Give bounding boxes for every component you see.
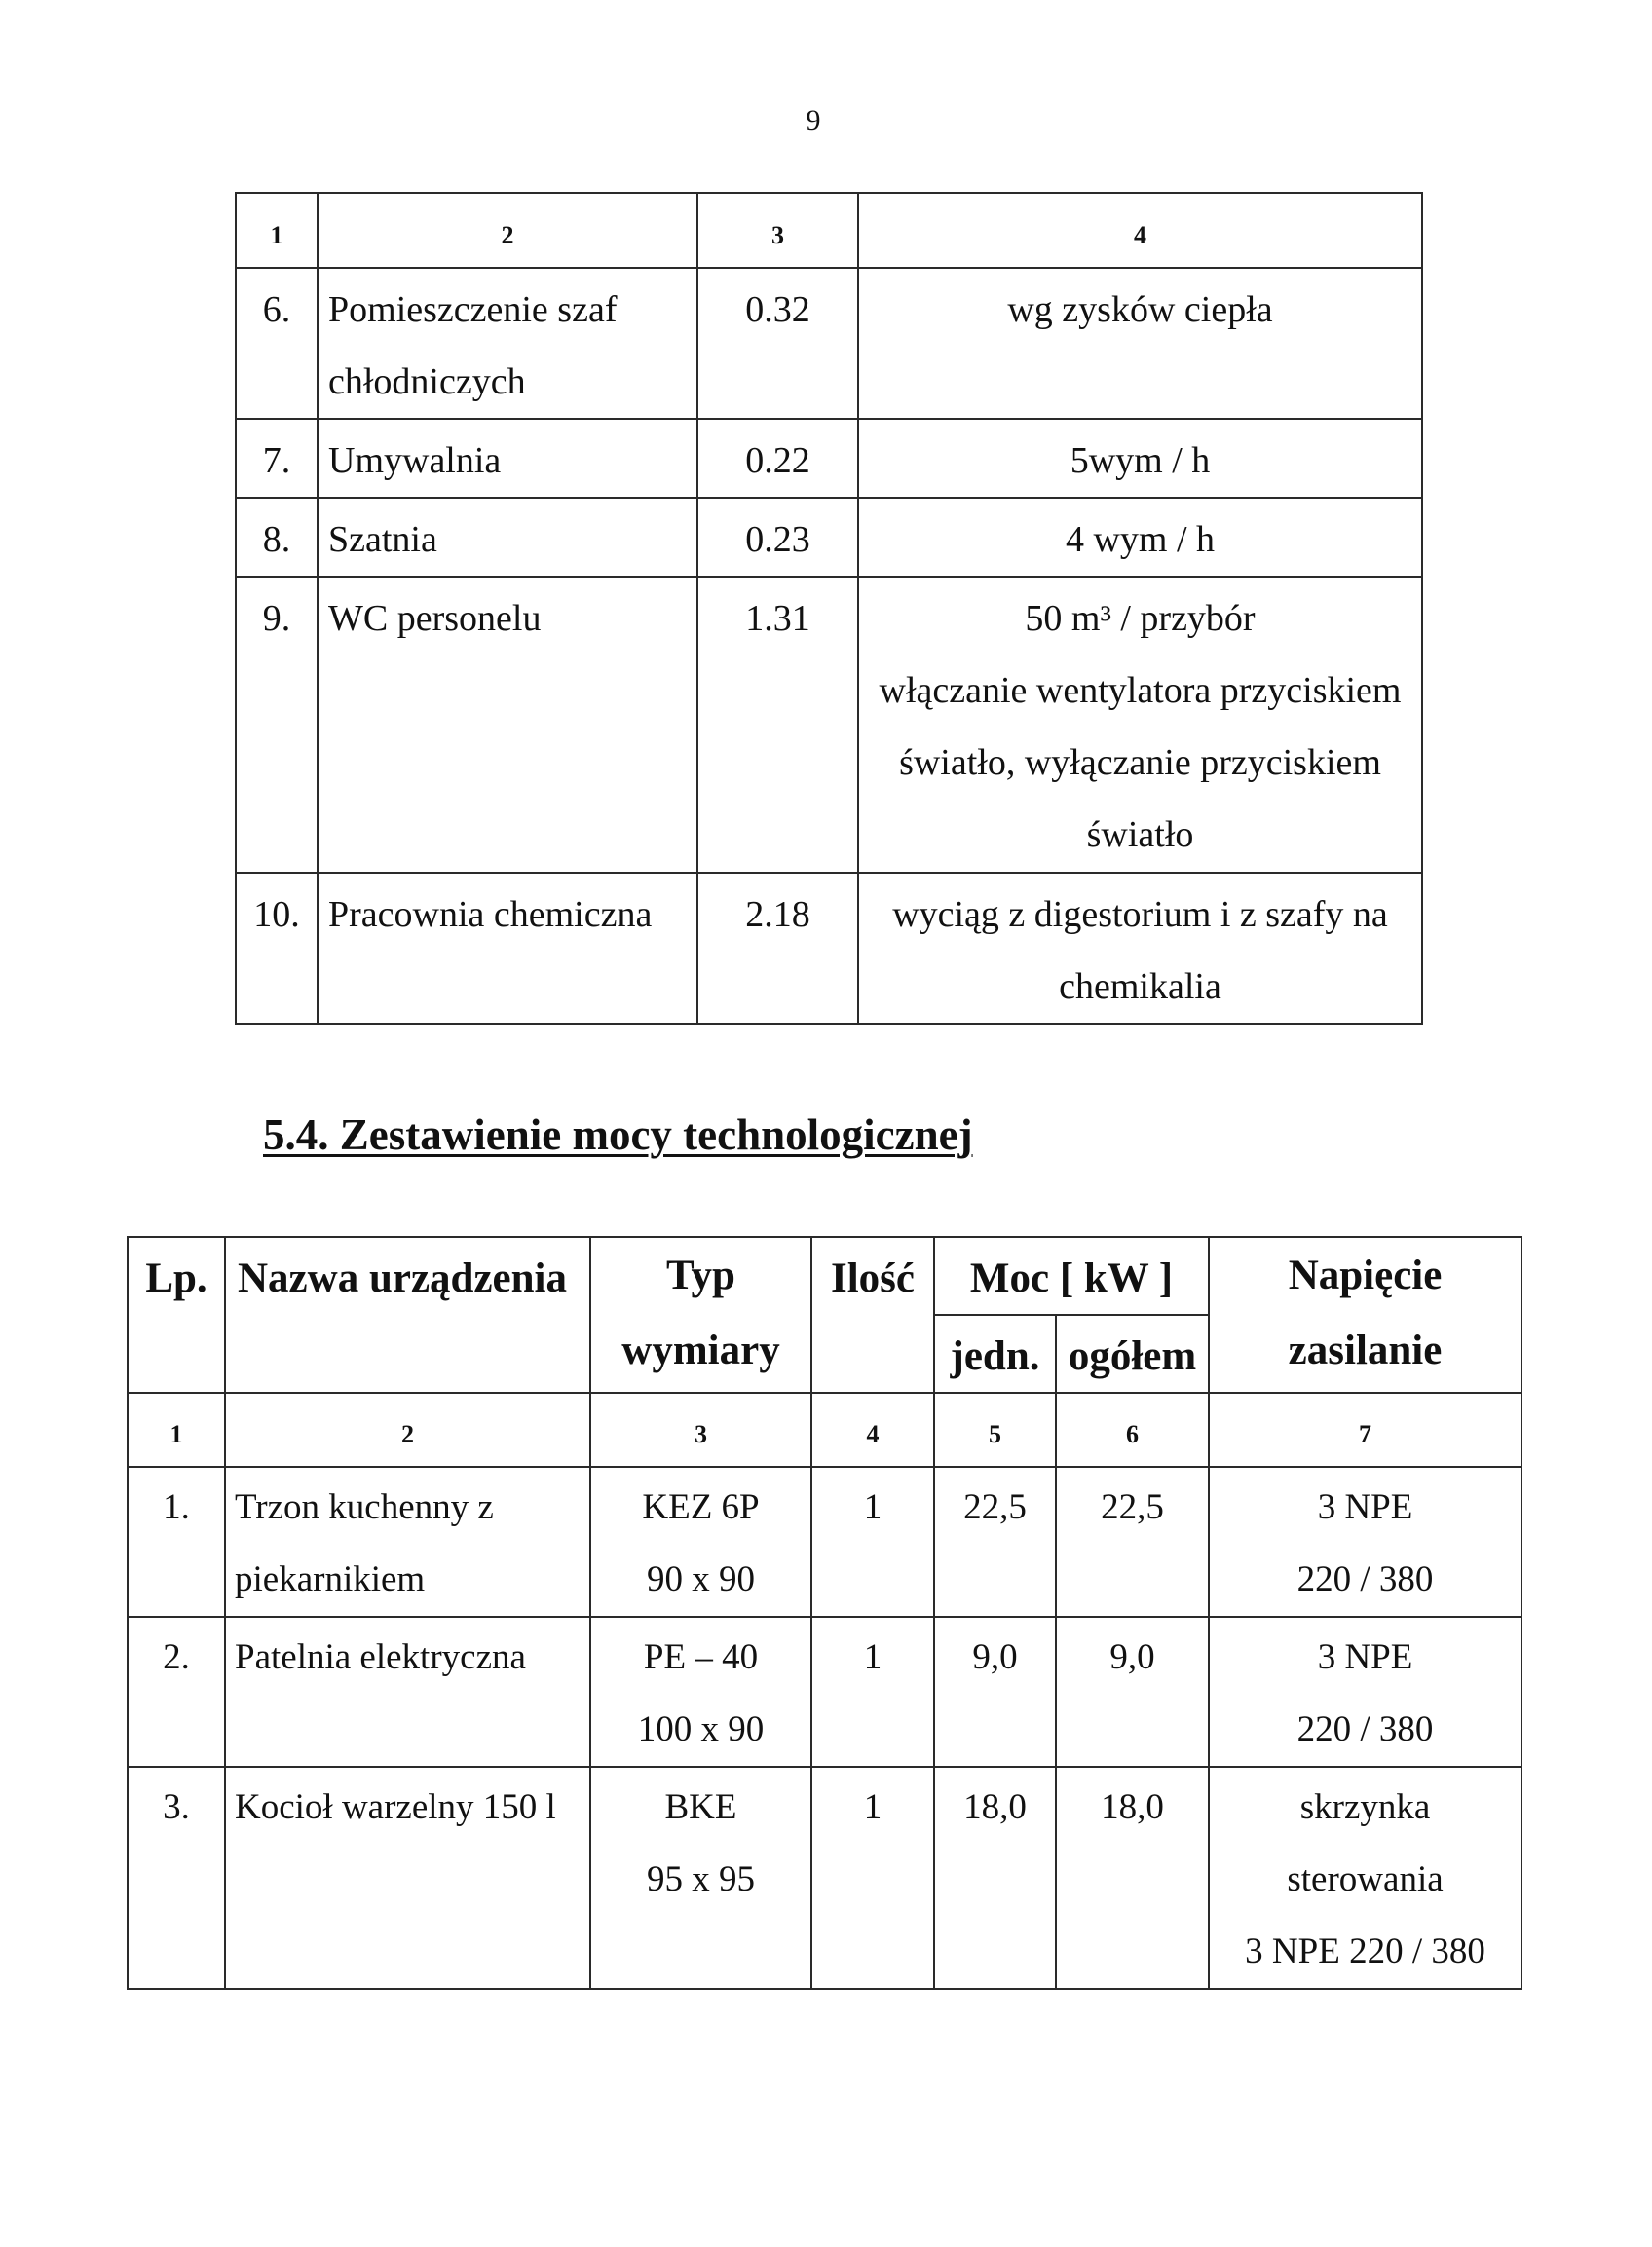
header-voltage (1209, 1237, 1521, 1393)
column-number: 5 (934, 1393, 1056, 1467)
value-cell: 0.32 (697, 268, 858, 419)
voltage-cell (1209, 1767, 1521, 1989)
type-line: PE – 40 (643, 1637, 759, 1677)
device-name-line: Kocioł warzelny 150 l (235, 1787, 556, 1827)
voltage-line: 3 NPE (1317, 1637, 1413, 1677)
note-cell (858, 577, 1422, 873)
column-number-row (128, 1393, 1521, 1467)
technological-power-table (127, 1236, 1522, 1990)
power-total-cell: 22,5 (1056, 1467, 1209, 1617)
device-name-line: Trzon kuchenny z (235, 1487, 494, 1527)
device-name-cell (225, 1767, 590, 1989)
table-row (236, 419, 1422, 498)
table-row (236, 268, 1422, 419)
table-row (236, 577, 1422, 873)
type-cell (590, 1767, 811, 1989)
note-line: 5wym / h (1070, 440, 1211, 481)
room-name-line: Umywalnia (328, 440, 502, 481)
section-heading: 5.4. Zestawienie mocy technologicznej (263, 1110, 973, 1159)
note-cell (858, 498, 1422, 577)
voltage-line: 3 NPE 220 / 380 (1245, 1931, 1485, 1971)
column-number: 7 (1209, 1393, 1521, 1467)
header-power-unit: jedn. (934, 1315, 1056, 1393)
room-name-cell (318, 873, 697, 1024)
column-number-row (236, 193, 1422, 268)
room-name-cell (318, 268, 697, 419)
header-quantity: Ilość (811, 1237, 934, 1393)
table-row (236, 498, 1422, 577)
power-total-cell: 9,0 (1056, 1617, 1209, 1767)
header-type-line: Typ (666, 1253, 735, 1298)
table-row (128, 1467, 1521, 1617)
row-number: 2. (128, 1617, 225, 1767)
quantity-cell: 1 (811, 1467, 934, 1617)
table-row (128, 1617, 1521, 1767)
device-name-cell (225, 1467, 590, 1617)
note-line: wg zysków ciepła (1007, 289, 1273, 330)
row-number: 10. (236, 873, 318, 1024)
voltage-line: 220 / 380 (1296, 1709, 1434, 1749)
power-unit-cell: 22,5 (934, 1467, 1056, 1617)
header-power-total: ogółem (1056, 1315, 1209, 1393)
type-cell (590, 1617, 811, 1767)
type-line: BKE (664, 1787, 737, 1827)
ventilation-table (235, 192, 1423, 1025)
value-cell: 0.22 (697, 419, 858, 498)
note-cell (858, 873, 1422, 1024)
note-line: wyciąg z digestorium i z szafy na (892, 894, 1388, 935)
voltage-line: skrzynka (1299, 1787, 1431, 1827)
value-cell: 0.23 (697, 498, 858, 577)
voltage-line: 3 NPE (1317, 1487, 1413, 1527)
power-unit-cell: 18,0 (934, 1767, 1056, 1989)
note-cell (858, 268, 1422, 419)
header-type-dimensions (590, 1237, 811, 1393)
quantity-cell: 1 (811, 1617, 934, 1767)
value-cell: 2.18 (697, 873, 858, 1024)
room-name-line: Pomieszczenie szaf (328, 289, 618, 330)
header-lp: Lp. (128, 1237, 225, 1393)
note-cell (858, 419, 1422, 498)
row-number: 9. (236, 577, 318, 873)
note-line: włączanie wentylatora przyciskiem (879, 670, 1402, 711)
header-device-name: Nazwa urządzenia (225, 1237, 590, 1393)
room-name-line: chłodniczych (328, 361, 526, 402)
note-line: światło (1086, 814, 1194, 855)
row-number: 7. (236, 419, 318, 498)
type-line: 90 x 90 (647, 1559, 755, 1599)
column-number: 6 (1056, 1393, 1209, 1467)
header-voltage-line: zasilanie (1288, 1328, 1443, 1373)
room-name-cell (318, 577, 697, 873)
row-number: 6. (236, 268, 318, 419)
note-line: 50 m³ / przybór (1025, 598, 1256, 639)
table-row (128, 1767, 1521, 1989)
column-number: 4 (858, 193, 1422, 268)
voltage-line: 220 / 380 (1296, 1559, 1434, 1599)
power-unit-cell: 9,0 (934, 1617, 1056, 1767)
column-number: 4 (811, 1393, 934, 1467)
type-line: KEZ 6P (642, 1487, 760, 1527)
column-number: 1 (128, 1393, 225, 1467)
type-cell (590, 1467, 811, 1617)
room-name-line: Szatnia (328, 519, 437, 560)
type-line: 95 x 95 (647, 1859, 755, 1899)
room-name-line: Pracownia chemiczna (328, 894, 653, 935)
note-line: światło, wyłączanie przyciskiem (899, 742, 1381, 783)
value-cell: 1.31 (697, 577, 858, 873)
device-name-line: Patelnia elektryczna (235, 1637, 526, 1677)
row-number: 3. (128, 1767, 225, 1989)
device-name-cell (225, 1617, 590, 1767)
note-line: chemikalia (1059, 966, 1221, 1007)
page-number: 9 (806, 104, 821, 136)
room-name-cell (318, 498, 697, 577)
header-row (128, 1237, 1521, 1315)
note-line: 4 wym / h (1065, 519, 1216, 560)
column-number: 3 (697, 193, 858, 268)
voltage-cell (1209, 1467, 1521, 1617)
quantity-cell: 1 (811, 1767, 934, 1989)
column-number: 1 (236, 193, 318, 268)
row-number: 1. (128, 1467, 225, 1617)
table-row (236, 873, 1422, 1024)
power-total-cell: 18,0 (1056, 1767, 1209, 1989)
row-number: 8. (236, 498, 318, 577)
column-number: 2 (318, 193, 697, 268)
voltage-cell (1209, 1617, 1521, 1767)
header-power: Moc [ kW ] (934, 1237, 1209, 1315)
header-type-line: wymiary (621, 1328, 780, 1373)
column-number: 3 (590, 1393, 811, 1467)
header-voltage-line: Napięcie (1288, 1253, 1443, 1298)
device-name-line: piekarnikiem (235, 1559, 426, 1599)
room-name-line: WC personelu (328, 598, 542, 639)
voltage-line: sterowania (1287, 1859, 1444, 1899)
room-name-cell (318, 419, 697, 498)
column-number: 2 (225, 1393, 590, 1467)
type-line: 100 x 90 (637, 1709, 765, 1749)
